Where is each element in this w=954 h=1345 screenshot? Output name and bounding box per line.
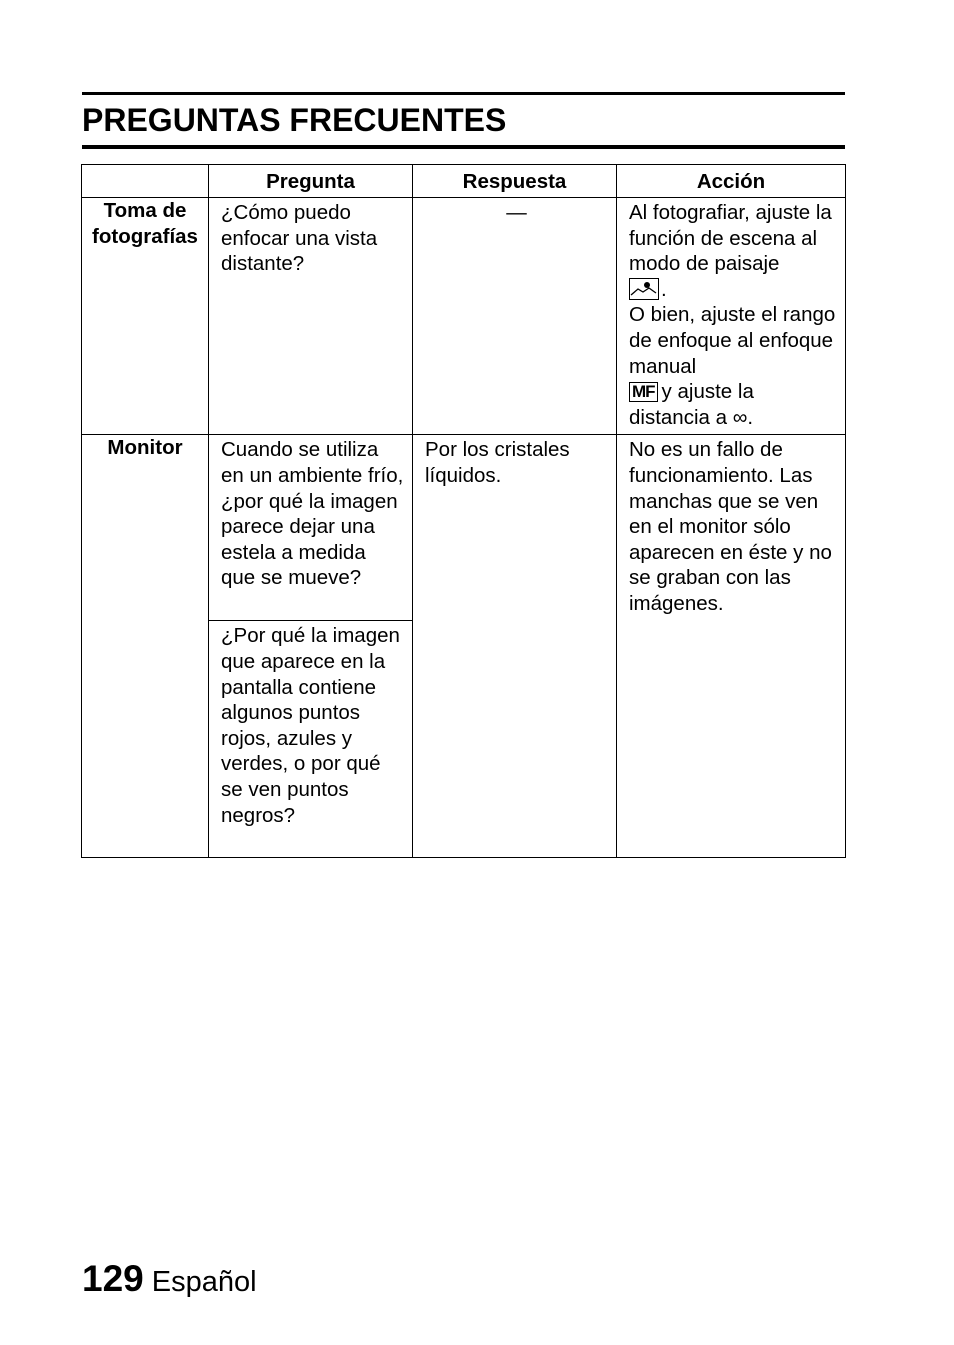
- header-question: Pregunta: [209, 165, 413, 198]
- table-row: [82, 435, 846, 621]
- page-footer: [82, 1258, 257, 1300]
- manual-focus-icon: MF: [629, 382, 658, 402]
- answer-cell: Por los cristales líquidos.: [413, 435, 617, 858]
- table-row: [82, 198, 846, 435]
- action-cell: No es un fallo de funcionamiento. Las manchas que se ven en el monitor sólo aparecen en éste y no se graban con las imágenes.: [617, 435, 846, 858]
- answer-cell: —: [413, 198, 617, 435]
- action-cell: [617, 198, 846, 435]
- faq-table: [81, 164, 846, 858]
- action-text-3: O bien, ajuste el rango de enfoque al enfoque manual: [629, 303, 836, 378]
- action-text-4: y ajuste la distancia a ∞.: [629, 380, 754, 429]
- question-cell: Cuando se utiliza en un ambiente frío, ¿por qué la imagen parece dejar una estela a medida que se mueve?: [209, 435, 413, 621]
- action-text-2: .: [661, 277, 667, 301]
- header-action: Acción: [617, 165, 846, 198]
- page-number: 129: [82, 1258, 144, 1299]
- action-text-1: Al fotografiar, ajuste la función de escena al modo de paisaje: [629, 201, 832, 276]
- title-top-rule: [82, 92, 845, 95]
- question-cell: ¿Por qué la imagen que aparece en la pantalla contiene algunos puntos rojos, azules y verdes, o por qué se ven puntos negros?: [209, 621, 413, 858]
- page-title: PREGUNTAS FRECUENTES: [82, 102, 507, 138]
- header-answer: Respuesta: [413, 165, 617, 198]
- landscape-mode-icon: [629, 278, 659, 300]
- page-language: Español: [151, 1266, 257, 1298]
- category-cell: Monitor: [82, 435, 209, 858]
- header-empty: [82, 165, 209, 198]
- title-bottom-rule: [82, 145, 845, 149]
- table-header-row: [82, 165, 846, 198]
- question-cell: ¿Cómo puedo enfocar una vista distante?: [209, 198, 413, 435]
- category-cell: Toma de fotografías: [82, 198, 209, 435]
